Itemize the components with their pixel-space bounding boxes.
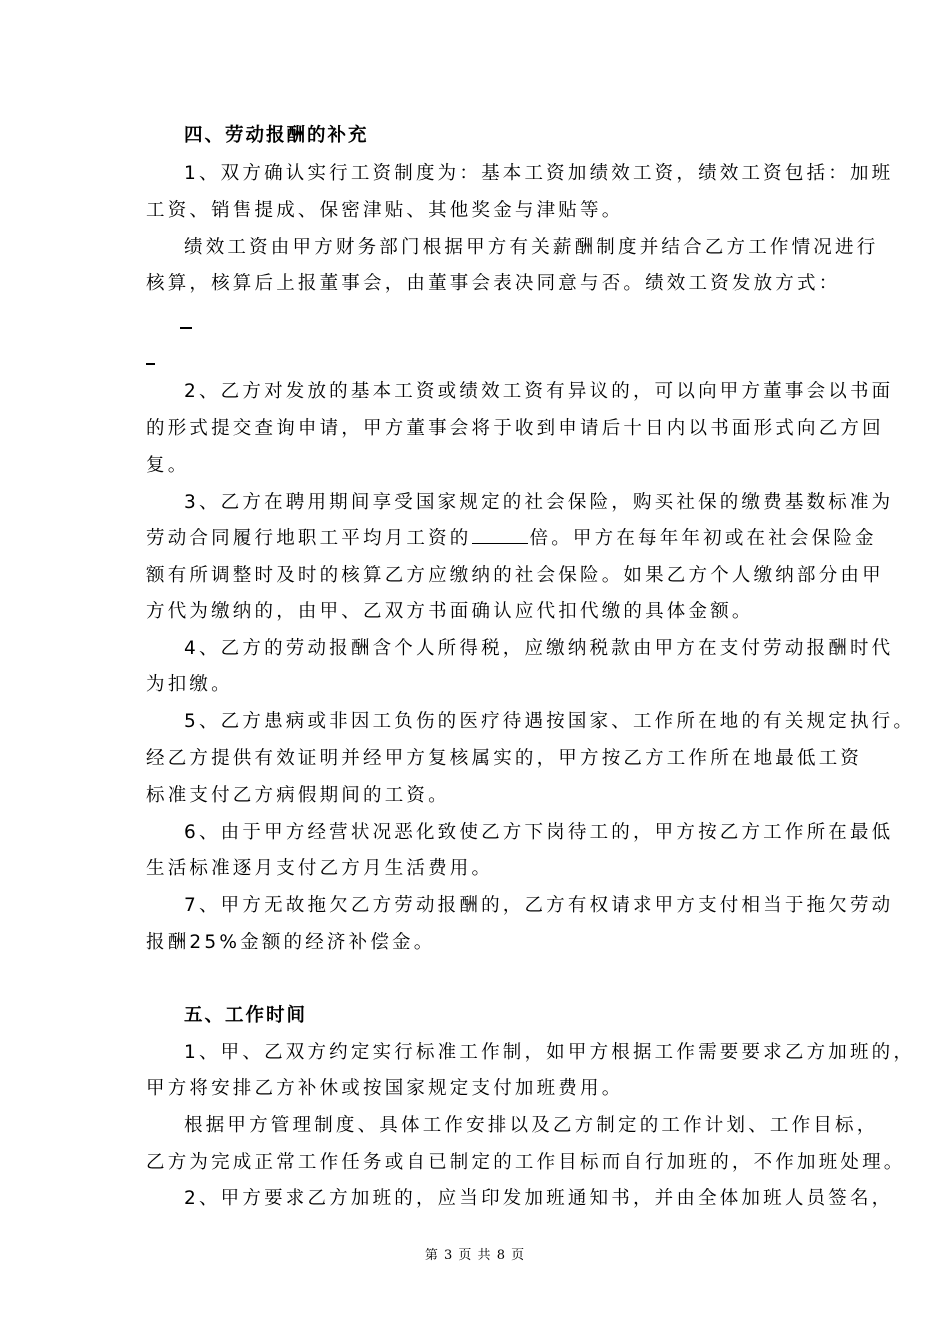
paragraph-line: 经乙方提供有效证明并经甲方复核属实的，甲方按乙方工作所在地最低工资 [146,748,863,769]
paragraph-line: 3、乙方在聘用期间享受国家规定的社会保险，购买社保的缴费基数标准为 [184,492,894,513]
paragraph-line: 5、乙方患病或非因工负伤的医疗待遇按国家、工作所在地的有关规定执行。 [184,711,916,732]
paragraph-line: 7、甲方无故拖欠乙方劳动报酬的，乙方有权请求甲方支付相当于拖欠劳动 [184,895,894,916]
section-heading: 五、工作时间 [184,1005,308,1026]
paragraph-line: 4、乙方的劳动报酬含个人所得税，应缴纳税款由甲方在支付劳动报酬时代 [184,638,894,659]
paragraph-line: 2、甲方要求乙方加班的，应当印发加班通知书，并由全体加班人员签名， [184,1188,894,1209]
paragraph-text: 劳动合同履行地职工平均月工资的 [146,528,472,549]
paragraph-text: 倍。甲方在每年年初或在社会保险金 [529,528,877,549]
paragraph-line: 方代为缴纳的，由甲、乙双方书面确认应代扣代缴的具体金额。 [146,601,754,622]
section-heading: 四、劳动报酬的补充 [184,125,369,146]
blank-fill-line [146,363,155,365]
blank-fill-line [180,327,192,329]
paragraph-line: 标准支付乙方病假期间的工资。 [146,785,450,806]
paragraph-line: 报酬25%金额的经济补偿金。 [146,932,436,953]
paragraph-line: 甲方将安排乙方补休或按国家规定支付加班费用。 [146,1078,624,1099]
paragraph-line-with-blank [146,527,877,551]
paragraph-line: 核算，核算后上报董事会，由董事会表决同意与否。绩效工资发放方式： [146,273,841,294]
blank-field [472,527,528,544]
paragraph-line: 乙方为完成正常工作任务或自已制定的工作目标而自行加班的，不作加班处理。 [146,1152,906,1173]
paragraph-line: 2、乙方对发放的基本工资或绩效工资有异议的，可以向甲方董事会以书面 [184,381,894,402]
paragraph-line: 根据甲方管理制度、具体工作安排以及乙方制定的工作计划、工作目标， [184,1115,879,1136]
paragraph-line: 1、双方确认实行工资制度为：基本工资加绩效工资，绩效工资包括：加班 [184,163,894,184]
paragraph-line: 的形式提交查询申请，甲方董事会将于收到申请后十日内以书面形式向乙方回 [146,418,884,439]
paragraph-line: 为扣缴。 [146,674,233,695]
paragraph-line: 额有所调整时及时的核算乙方应缴纳的社会保险。如果乙方个人缴纳部分由甲 [146,565,884,586]
paragraph-line: 1、甲、乙双方约定实行标准工作制，如甲方根据工作需要要求乙方加班的， [184,1042,916,1063]
paragraph-line: 绩效工资由甲方财务部门根据甲方有关薪酬制度并结合乙方工作情况进行 [184,237,879,258]
page-number: 第 3 页 共 8 页 [424,1248,526,1263]
paragraph-line: 6、由于甲方经营状况恶化致使乙方下岗待工的，甲方按乙方工作所在最低 [184,822,894,843]
paragraph-line: 工资、销售提成、保密津贴、其他奖金与津贴等。 [146,200,624,221]
paragraph-line: 生活标准逐月支付乙方月生活费用。 [146,858,494,879]
paragraph-line: 复。 [146,455,190,476]
